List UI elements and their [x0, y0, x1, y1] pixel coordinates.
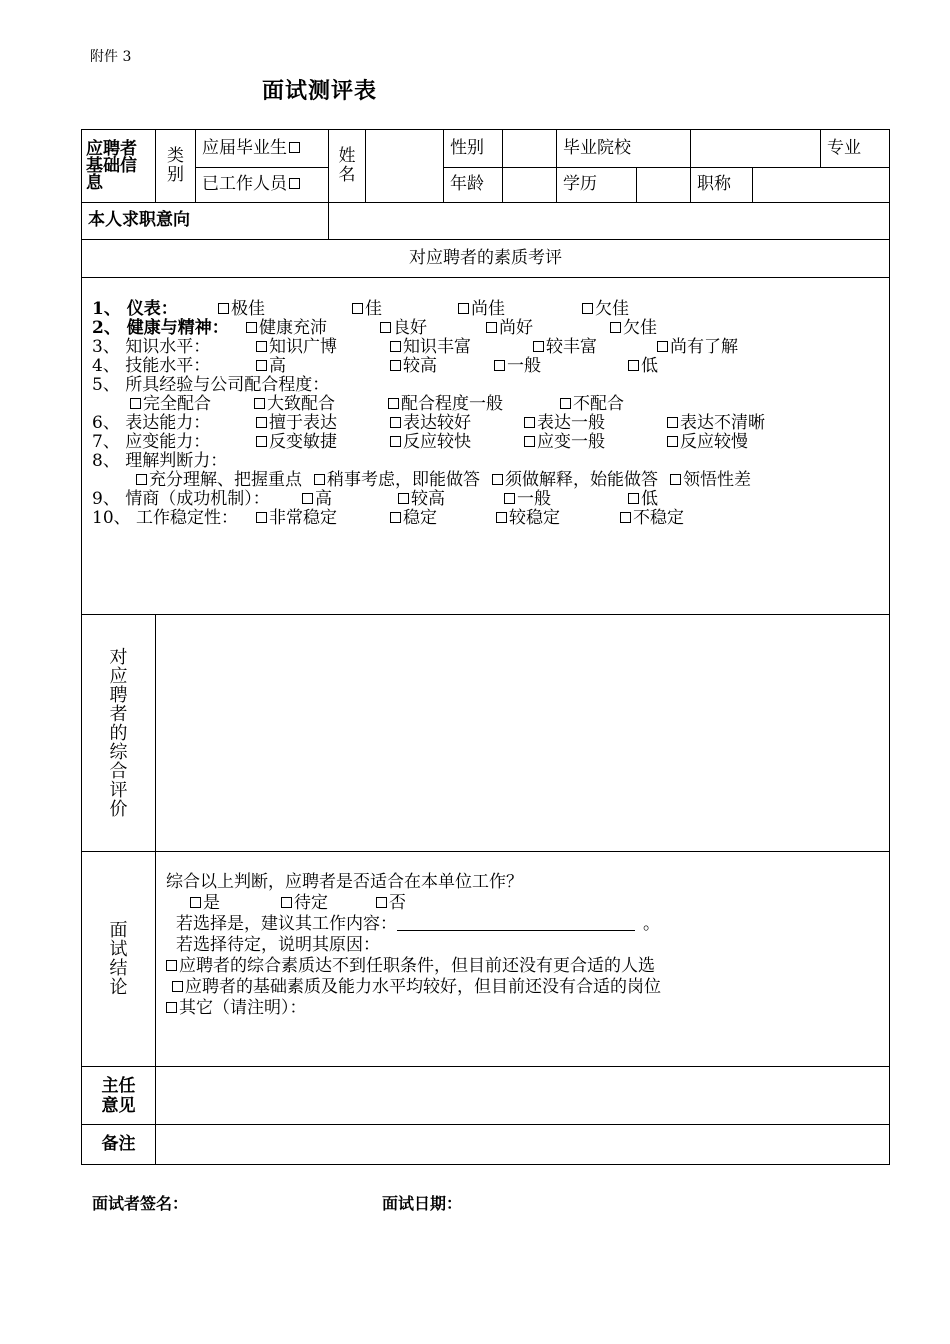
quality-option[interactable]: [670, 471, 751, 490]
quality-option-label: 反变敏捷: [269, 432, 337, 452]
quality-item-options: [92, 395, 881, 414]
quality-item: [92, 300, 881, 319]
quality-option-label: 欠佳: [623, 318, 657, 338]
reason-3-label: 其它（请注明）：: [179, 998, 307, 1018]
quality-option-label: 一般: [517, 489, 551, 509]
education-label: 学历: [557, 168, 637, 203]
conclusion-label-text: 面试结论: [109, 920, 128, 998]
quality-option-checkbox[interactable]: [670, 474, 681, 485]
reason-1-label: 应聘者的综合素质达不到任职条件，但目前还没有更合适的人选: [179, 956, 655, 976]
quality-option-checkbox[interactable]: [486, 322, 497, 333]
quality-option-label: 尚好: [499, 318, 533, 338]
if-yes-period: 。: [643, 914, 660, 934]
quality-item-label: 3、 知识水平：: [92, 337, 211, 357]
quality-option-checkbox[interactable]: [560, 398, 571, 409]
quality-option[interactable]: [533, 338, 657, 357]
quality-item-options: [92, 471, 881, 490]
pending-checkbox[interactable]: [281, 897, 292, 908]
no-label: 否: [389, 893, 406, 913]
quality-option[interactable]: [254, 395, 388, 414]
quality-option[interactable]: [628, 490, 658, 509]
quality-option[interactable]: [494, 357, 628, 376]
interview-form-table: [81, 129, 890, 1165]
quality-item: [92, 414, 881, 433]
remarks-field[interactable]: [156, 1125, 890, 1165]
supervisor-label-text: 主任意见: [101, 1075, 136, 1116]
school-label: 毕业院校: [557, 130, 691, 168]
quality-option-checkbox[interactable]: [494, 360, 505, 371]
quality-option-checkbox[interactable]: [256, 417, 267, 428]
employed-checkbox[interactable]: [289, 178, 300, 189]
quality-assessment: [82, 278, 890, 615]
quality-option-checkbox[interactable]: [628, 360, 639, 371]
quality-option-label: 较稳定: [509, 508, 560, 528]
quality-option-label: 完全配合: [143, 394, 211, 414]
quality-option-label: 佳: [365, 299, 382, 319]
quality-option[interactable]: [390, 357, 494, 376]
quality-item-label: 9、 情商（成功机制）：: [92, 489, 270, 509]
quality-option-label: 反应较快: [403, 432, 471, 452]
job-intent-label: 本人求职意向: [82, 203, 329, 240]
quality-item: [92, 357, 881, 376]
title-field[interactable]: [753, 168, 890, 203]
quality-option[interactable]: [218, 300, 352, 319]
evaluation-field[interactable]: [156, 615, 890, 852]
if-pending-label: 若选择待定，说明其原因：: [176, 935, 380, 955]
interviewer-signature: 面试者签名：: [92, 1194, 189, 1213]
name-label: 姓名: [329, 130, 366, 203]
quality-option[interactable]: [256, 414, 390, 433]
age-field[interactable]: [503, 168, 557, 203]
quality-option-checkbox[interactable]: [352, 303, 363, 314]
page-title: 面试测评表: [262, 79, 378, 104]
quality-option-label: 稳定: [403, 508, 437, 528]
evaluation-label-text: 对应聘者的综合评价: [109, 646, 128, 820]
no-checkbox[interactable]: [376, 897, 387, 908]
quality-option-label: 不配合: [573, 394, 624, 414]
quality-option-checkbox[interactable]: [388, 398, 399, 409]
quality-option[interactable]: [582, 300, 629, 319]
quality-option[interactable]: [256, 338, 390, 357]
category-employed[interactable]: [196, 168, 329, 203]
employed-label: 已工作人员: [202, 174, 287, 195]
quality-option[interactable]: [380, 319, 486, 338]
fresh-graduate-label: 应届毕业生: [202, 137, 287, 158]
quality-item: [92, 433, 881, 452]
yes-label: 是: [203, 893, 220, 913]
conclusion-label: [82, 852, 156, 1067]
quality-option-checkbox[interactable]: [657, 341, 668, 352]
quality-option-checkbox[interactable]: [302, 493, 313, 504]
quality-option-label: 表达一般: [537, 413, 605, 433]
quality-item: [92, 490, 881, 509]
quality-option-label: 大致配合: [267, 394, 335, 414]
quality-option-checkbox[interactable]: [610, 322, 621, 333]
quality-option[interactable]: [256, 433, 390, 452]
quality-option[interactable]: [492, 471, 658, 490]
quality-item-label: 1、 仪表：: [92, 299, 178, 319]
quality-option-checkbox[interactable]: [130, 398, 141, 409]
category-fresh-graduate[interactable]: [196, 130, 329, 168]
quality-item: [92, 376, 881, 395]
quality-option-label: 充分理解、把握重点: [149, 470, 302, 490]
quality-option[interactable]: [246, 319, 380, 338]
quality-option[interactable]: [496, 509, 620, 528]
quality-option-checkbox[interactable]: [390, 417, 401, 428]
school-field[interactable]: [691, 130, 821, 168]
quality-option-label: 极佳: [231, 299, 265, 319]
education-field[interactable]: [637, 168, 691, 203]
quality-option-checkbox[interactable]: [667, 417, 678, 428]
yes-checkbox[interactable]: [190, 897, 201, 908]
quality-option-label: 须做解释，始能做答: [505, 470, 658, 490]
quality-option-checkbox[interactable]: [524, 417, 535, 428]
quality-option-label: 欠佳: [595, 299, 629, 319]
quality-item-label: 2、 健康与精神：: [92, 318, 229, 338]
quality-option-checkbox[interactable]: [390, 436, 401, 447]
quality-option[interactable]: [256, 357, 390, 376]
interview-date: 面试日期：: [382, 1194, 463, 1213]
supervisor-field[interactable]: [156, 1067, 890, 1125]
quality-option-label: 领悟性差: [683, 470, 751, 490]
quality-option[interactable]: [628, 357, 658, 376]
pending-label: 待定: [294, 893, 328, 913]
age-label: 年龄: [444, 168, 503, 203]
quality-option-label: 非常稳定: [269, 508, 337, 528]
quality-option-checkbox[interactable]: [246, 322, 257, 333]
quality-option-label: 健康充沛: [259, 318, 327, 338]
quality-option-label: 表达不清晰: [680, 413, 765, 433]
quality-option-label: 反应较慢: [680, 432, 748, 452]
quality-option[interactable]: [504, 490, 628, 509]
quality-option-checkbox[interactable]: [524, 436, 535, 447]
reason-3: [166, 998, 881, 1019]
quality-option-checkbox[interactable]: [256, 436, 267, 447]
quality-option-checkbox[interactable]: [256, 360, 267, 371]
quality-option-label: 知识丰富: [403, 337, 471, 357]
quality-item: [92, 319, 881, 338]
quality-option-checkbox[interactable]: [314, 474, 325, 485]
fresh-graduate-checkbox[interactable]: [289, 142, 300, 153]
quality-option[interactable]: [130, 395, 254, 414]
gender-label: 性别: [444, 130, 503, 168]
annex-label: 附件 3: [90, 49, 132, 65]
quality-option-checkbox[interactable]: [458, 303, 469, 314]
evaluation-label: [82, 615, 156, 852]
quality-option-checkbox[interactable]: [380, 322, 391, 333]
quality-option[interactable]: [667, 433, 748, 452]
category-label: 类别: [156, 130, 196, 203]
reason-3-checkbox[interactable]: [166, 1002, 177, 1013]
quality-option-checkbox[interactable]: [628, 493, 639, 504]
quality-option-label: 不稳定: [633, 508, 684, 528]
quality-option[interactable]: [667, 414, 765, 433]
quality-option-checkbox[interactable]: [398, 493, 409, 504]
quality-option-checkbox[interactable]: [218, 303, 229, 314]
quality-option[interactable]: [314, 471, 480, 490]
reason-1-checkbox[interactable]: [166, 960, 177, 971]
reason-2-checkbox[interactable]: [172, 981, 183, 992]
quality-option[interactable]: [398, 490, 504, 509]
conclusion-question: 综合以上判断，应聘者是否适合在本单位工作？: [166, 872, 523, 892]
basic-info-label: 应聘者基础信息: [82, 130, 156, 203]
quality-option-label: 较高: [403, 356, 437, 376]
quality-option-label: 尚有了解: [670, 337, 738, 357]
quality-option-label: 稍事考虑，即能做答: [327, 470, 480, 490]
quality-item-label: 5、 所具经验与公司配合程度：: [92, 375, 330, 395]
reason-2: [166, 977, 881, 998]
quality-item: [92, 452, 881, 471]
if-yes-label: 若选择是，建议其工作内容：: [176, 914, 397, 934]
quality-option-checkbox[interactable]: [254, 398, 265, 409]
quality-option[interactable]: [560, 395, 624, 414]
quality-option[interactable]: [524, 433, 667, 452]
quality-option-checkbox[interactable]: [620, 512, 631, 523]
if-yes-line: [166, 914, 881, 935]
major-label: 专业: [821, 130, 890, 168]
quality-option-label: 配合程度一般: [401, 394, 503, 414]
quality-option-label: 应变一般: [537, 432, 605, 452]
quality-option-checkbox[interactable]: [136, 474, 147, 485]
quality-option[interactable]: [458, 300, 582, 319]
quality-item-label: 6、 表达能力：: [92, 413, 211, 433]
job-intent-field[interactable]: [329, 203, 890, 240]
quality-option[interactable]: [620, 509, 684, 528]
quality-option-label: 表达较好: [403, 413, 471, 433]
quality-option-label: 低: [641, 489, 658, 509]
quality-option-label: 高: [315, 489, 332, 509]
quality-option[interactable]: [486, 319, 610, 338]
quality-option-label: 较高: [411, 489, 445, 509]
quality-option-checkbox[interactable]: [533, 341, 544, 352]
quality-option-checkbox[interactable]: [390, 512, 401, 523]
quality-option[interactable]: [524, 414, 667, 433]
quality-option-label: 较丰富: [546, 337, 597, 357]
remarks-label: 备注: [82, 1125, 156, 1165]
quality-item-label: 4、 技能水平：: [92, 356, 211, 376]
quality-item-label: 7、 应变能力：: [92, 432, 211, 452]
quality-option-label: 擅于表达: [269, 413, 337, 433]
quality-item: [92, 338, 881, 357]
quality-option[interactable]: [390, 509, 496, 528]
quality-option-checkbox[interactable]: [390, 360, 401, 371]
quality-option-checkbox[interactable]: [667, 436, 678, 447]
quality-option-label: 高: [269, 356, 286, 376]
reason-1: [166, 956, 881, 977]
quality-list: [92, 300, 881, 528]
supervisor-label: [82, 1067, 156, 1125]
quality-item: [92, 509, 881, 528]
quality-option[interactable]: [390, 433, 524, 452]
quality-option-checkbox[interactable]: [582, 303, 593, 314]
reason-2-label: 应聘者的基础素质及能力水平均较好，但目前还没有合适的岗位: [185, 977, 661, 997]
suggested-work-input[interactable]: [397, 916, 635, 931]
quality-option-checkbox[interactable]: [504, 493, 515, 504]
quality-option-checkbox[interactable]: [496, 512, 507, 523]
quality-option[interactable]: [256, 509, 390, 528]
conclusion-field: [156, 852, 890, 1067]
quality-option-label: 低: [641, 356, 658, 376]
name-field[interactable]: [366, 130, 444, 203]
conclusion-options: [166, 893, 881, 914]
quality-option-checkbox[interactable]: [492, 474, 503, 485]
quality-option[interactable]: [136, 471, 302, 490]
quality-option[interactable]: [610, 319, 657, 338]
quality-option-label: 知识广博: [269, 337, 337, 357]
quality-option-checkbox[interactable]: [390, 341, 401, 352]
quality-option[interactable]: [352, 300, 458, 319]
quality-item-label: 10、 工作稳定性：: [92, 508, 239, 528]
quality-option-checkbox[interactable]: [256, 512, 267, 523]
gender-field[interactable]: [503, 130, 557, 168]
quality-option-label: 良好: [393, 318, 427, 338]
quality-option[interactable]: [657, 338, 738, 357]
quality-option-label: 一般: [507, 356, 541, 376]
quality-option[interactable]: [390, 338, 533, 357]
quality-section-title: 对应聘者的素质考评: [82, 240, 890, 278]
quality-item-label: 8、 理解判断力：: [92, 451, 228, 471]
quality-option-checkbox[interactable]: [256, 341, 267, 352]
title-label: 职称: [691, 168, 753, 203]
quality-option[interactable]: [302, 490, 398, 509]
quality-option-label: 尚佳: [471, 299, 505, 319]
quality-option[interactable]: [388, 395, 560, 414]
quality-option[interactable]: [390, 414, 524, 433]
